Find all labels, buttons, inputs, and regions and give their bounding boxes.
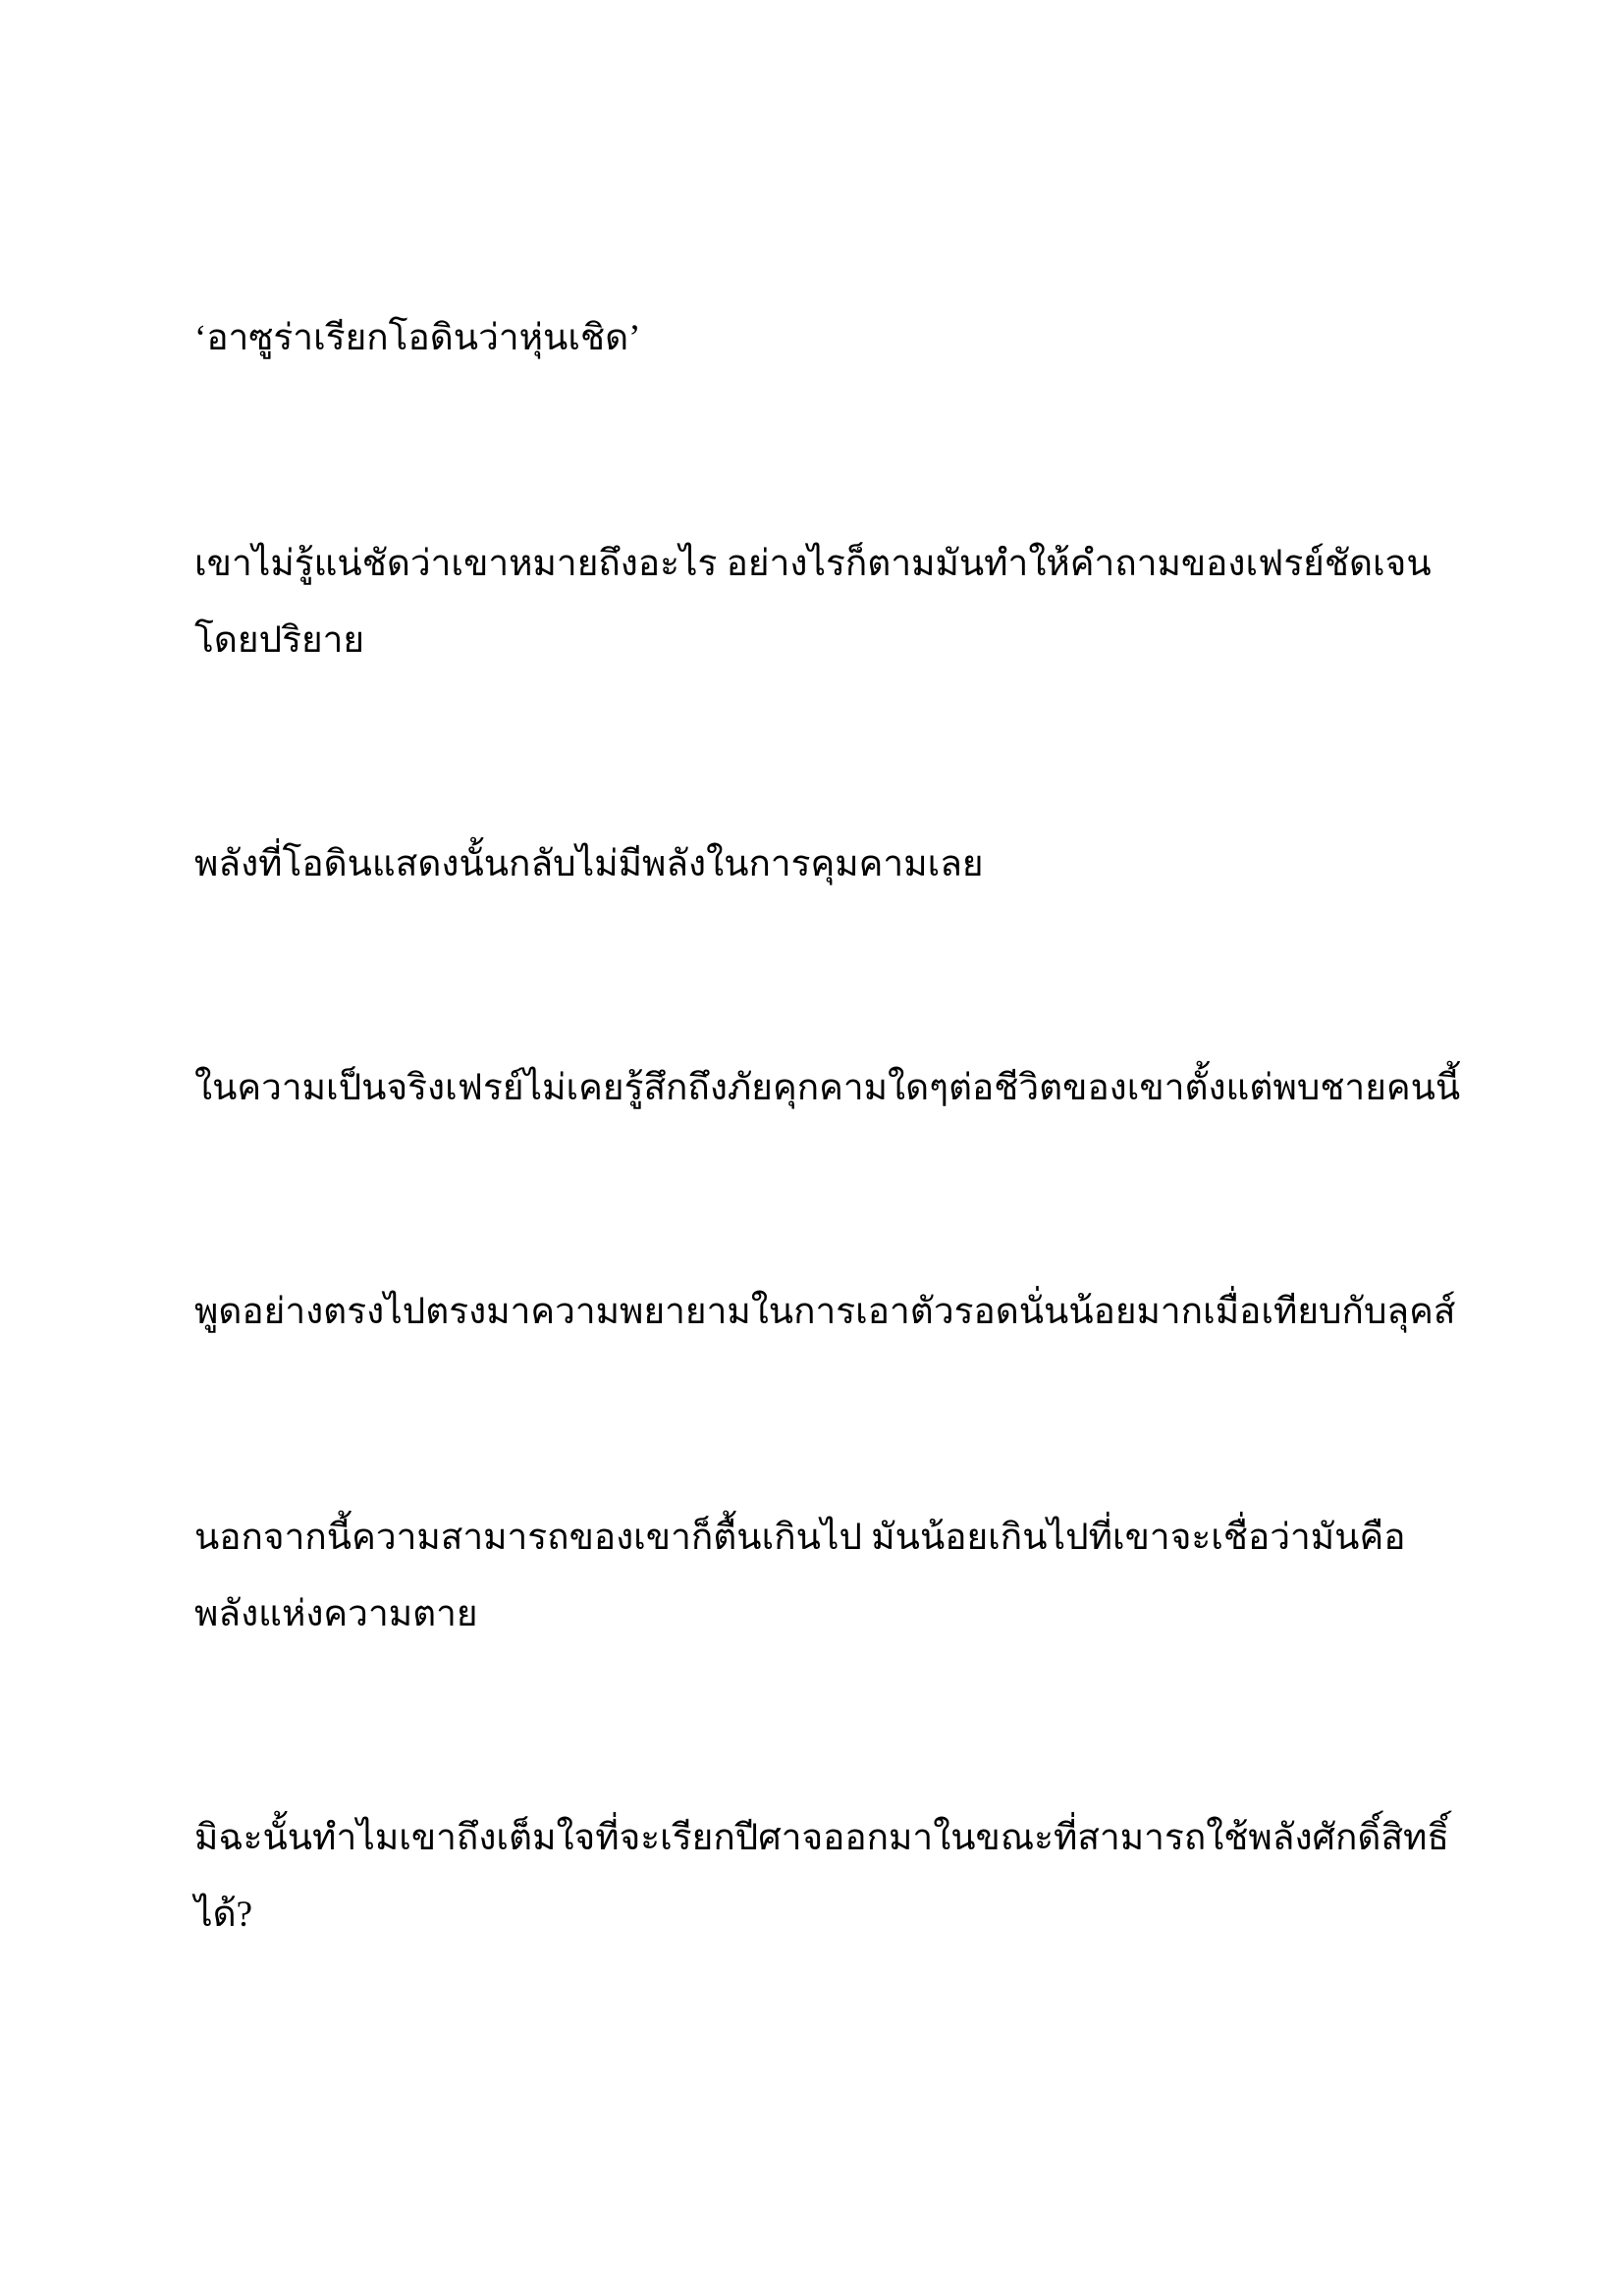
paragraph-5: พูดอย่างตรงไปตรงมาความพยายามในการเอาตัวรอดนั่นน้อยมากเมื่อเทียบกับลุคส์ xyxy=(194,1292,1456,1332)
paragraph-6: นอกจากนี้ความสามารถของเขาก็ตื้นเกินไป มันน้อยเกินไปที่เขาจะเชื่อว่ามันคือพลังแห่งความตาย xyxy=(194,1518,1406,1634)
paragraph-2: เขาไม่รู้แน่ชัดว่าเขาหมายถึงอะไร อย่างไรก็ตามมันทำให้คำถามของเฟรย์ชัดเจนโดยปริยาย xyxy=(194,544,1432,661)
paragraph-7: มิฉะนั้นทำไมเขาถึงเต็มใจที่จะเรียกปีศาจออกมาในขณะที่สามารถใช้พลังศักดิ์สิทธิ์ได้? xyxy=(194,1818,1450,1935)
paragraph-4: ในความเป็นจริงเฟรย์ไม่เคยรู้สึกถึงภัยคุกคามใดๆต่อชีวิตของเขาตั้งแต่พบชายคนนี้ xyxy=(194,1068,1461,1108)
paragraph-1: ‘อาซูร่าเรียกโอดินว่าหุ่นเชิด’ xyxy=(194,318,641,358)
paragraph-3: พลังที่โอดินแสดงนั้นกลับไม่มีพลังในการคุมคามเลย xyxy=(194,844,984,884)
